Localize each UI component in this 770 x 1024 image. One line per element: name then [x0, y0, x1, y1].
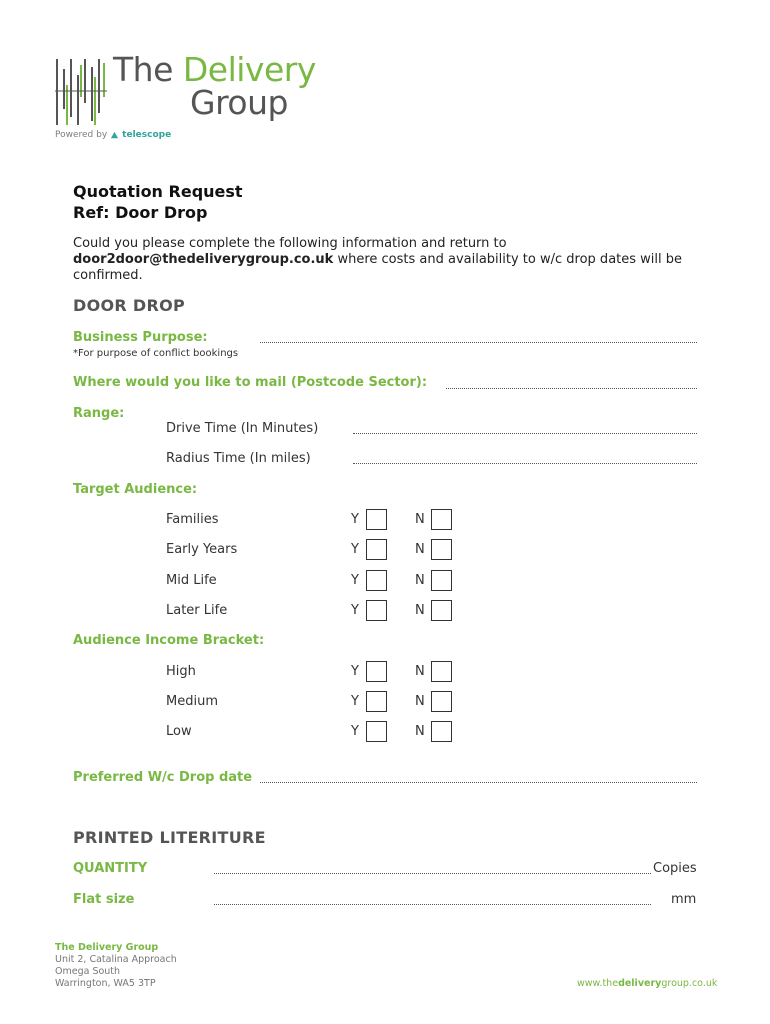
- powered-by: Powered by telescope: [55, 130, 172, 140]
- business-purpose-note: *For purpose of conflict bookings: [73, 348, 239, 359]
- preferred-date-label: Preferred W/c Drop date: [73, 770, 253, 785]
- quotation-title: Quotation Request: [73, 182, 243, 201]
- later-life-yes-checkbox[interactable]: [366, 600, 387, 621]
- mid-life-yes-checkbox[interactable]: [366, 570, 387, 591]
- families-no-checkbox[interactable]: [431, 509, 452, 530]
- audience-later-life-label: Later Life: [166, 603, 228, 618]
- logo-delivery: Delivery: [182, 50, 316, 89]
- preferred-date-field[interactable]: [260, 782, 697, 783]
- footer-address-line1: Unit 2, Catalina Approach: [55, 954, 177, 965]
- yes-label: Y: [351, 603, 359, 618]
- high-no-checkbox[interactable]: [431, 661, 452, 682]
- income-medium-label: Medium: [166, 694, 218, 709]
- target-audience-label: Target Audience:: [73, 482, 198, 497]
- income-low-label: Low: [166, 724, 192, 739]
- yes-label: Y: [351, 724, 359, 739]
- yes-label: Y: [351, 573, 359, 588]
- drive-time-field[interactable]: [353, 433, 697, 434]
- no-label: N: [415, 694, 425, 709]
- website-link[interactable]: www.thedeliverygroup.co.uk: [577, 978, 718, 989]
- footer-company: The Delivery Group: [55, 942, 159, 953]
- telescope-icon: [110, 131, 119, 140]
- no-label: N: [415, 603, 425, 618]
- yes-label: Y: [351, 542, 359, 557]
- yes-label: Y: [351, 664, 359, 679]
- low-no-checkbox[interactable]: [431, 721, 452, 742]
- later-life-no-checkbox[interactable]: [431, 600, 452, 621]
- footer-address-line2: Omega South: [55, 966, 121, 977]
- flat-size-field[interactable]: [214, 904, 651, 905]
- door-drop-heading: DOOR DROP: [73, 296, 186, 315]
- mid-life-no-checkbox[interactable]: [431, 570, 452, 591]
- radius-time-field[interactable]: [353, 463, 697, 464]
- no-label: N: [415, 664, 425, 679]
- yes-label: Y: [351, 694, 359, 709]
- contact-email[interactable]: door2door@thedeliverygroup.co.uk: [73, 252, 334, 267]
- range-label: Range:: [73, 406, 125, 421]
- drive-time-label: Drive Time (In Minutes): [166, 421, 319, 436]
- medium-no-checkbox[interactable]: [431, 691, 452, 712]
- income-high-label: High: [166, 664, 196, 679]
- no-label: N: [415, 542, 425, 557]
- radius-time-label: Radius Time (In miles): [166, 451, 311, 466]
- income-bracket-label: Audience Income Bracket:: [73, 633, 265, 648]
- logo-wordmark-line1: The Delivery: [113, 50, 316, 89]
- copies-unit: Copies: [653, 861, 697, 876]
- no-label: N: [415, 573, 425, 588]
- ref-title: Ref: Door Drop: [73, 203, 208, 222]
- medium-yes-checkbox[interactable]: [366, 691, 387, 712]
- business-purpose-label: Business Purpose:: [73, 330, 208, 345]
- audience-early-years-label: Early Years: [166, 542, 238, 557]
- logo-bars-icon: [55, 57, 107, 127]
- footer-address: [55, 942, 177, 990]
- low-yes-checkbox[interactable]: [366, 721, 387, 742]
- business-purpose-field[interactable]: [260, 342, 697, 343]
- footer-address-line3: Warrington, WA5 3TP: [55, 978, 156, 989]
- intro-text: Could you please complete the following information and return to door2door@thedeliverygroup.co.uk where costs and availability to w/c drop dates will be confirmed.: [73, 236, 683, 283]
- no-label: N: [415, 512, 425, 527]
- printed-literature-heading: PRINTED LITERITURE: [73, 828, 266, 847]
- postcode-sector-field[interactable]: [446, 388, 697, 389]
- yes-label: Y: [351, 512, 359, 527]
- logo-wordmark-line2: Group: [190, 83, 288, 122]
- quantity-field[interactable]: [214, 873, 651, 874]
- quantity-label: QUANTITY: [73, 861, 148, 876]
- mm-unit: mm: [671, 892, 697, 907]
- postcode-sector-label: Where would you like to mail (Postcode Sector):: [73, 375, 428, 390]
- early-years-yes-checkbox[interactable]: [366, 539, 387, 560]
- families-yes-checkbox[interactable]: [366, 509, 387, 530]
- early-years-no-checkbox[interactable]: [431, 539, 452, 560]
- flat-size-label: Flat size: [73, 892, 135, 907]
- no-label: N: [415, 724, 425, 739]
- audience-mid-life-label: Mid Life: [166, 573, 217, 588]
- audience-families-label: Families: [166, 512, 219, 527]
- high-yes-checkbox[interactable]: [366, 661, 387, 682]
